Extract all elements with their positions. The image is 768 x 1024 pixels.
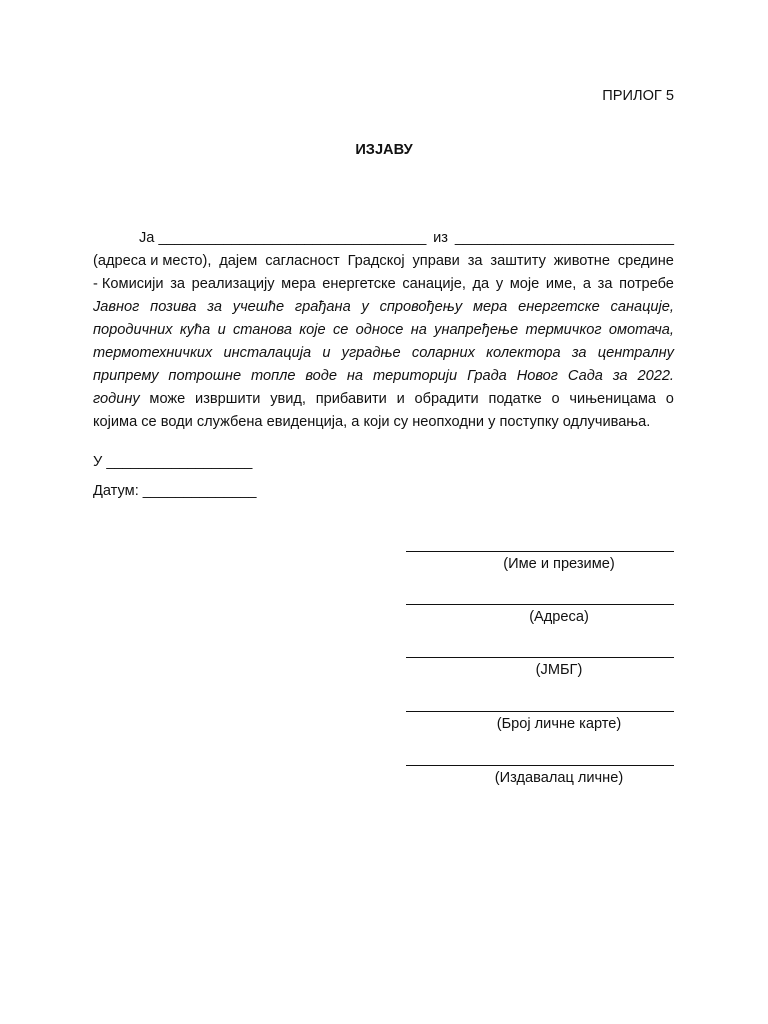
word: извршити (195, 391, 261, 407)
word: обрадити (414, 391, 479, 407)
word: соларних (411, 345, 475, 361)
signature-line[interactable] (406, 550, 674, 552)
word: на (346, 368, 364, 384)
word: централну (597, 345, 674, 361)
word: инсталација (223, 345, 312, 361)
word: 2022. (637, 368, 674, 384)
word: заштиту (490, 253, 546, 269)
word: и (322, 345, 331, 361)
statement-line-justified (93, 365, 674, 388)
place-field[interactable]: У __________________ (93, 454, 253, 470)
word: енергетске (322, 276, 396, 292)
word: Сада (567, 368, 603, 384)
word: грађана (294, 299, 351, 315)
word: се (332, 322, 349, 338)
signature-address (406, 603, 676, 625)
signature-label: (Издавалац личне) (494, 770, 624, 786)
signature-jmbg (406, 656, 676, 678)
word: Јавног (93, 299, 140, 315)
statement-line (93, 273, 674, 296)
name-blank[interactable]: Ја _________________________________ (139, 230, 427, 246)
word: управи (412, 253, 460, 269)
word: из (433, 230, 448, 246)
word: спровођењу (379, 299, 463, 315)
word: за (207, 299, 222, 315)
document-title: ИЗЈАВУ (355, 142, 413, 158)
word: Новог (516, 368, 558, 384)
attachment-number: ПРИЛОГ 5 (602, 88, 674, 104)
signature-name (406, 550, 676, 572)
word: мера (281, 276, 316, 292)
statement-line-justified (93, 296, 674, 319)
signature-id-card (406, 710, 676, 732)
word: уградње (341, 345, 401, 361)
date-field[interactable]: Датум: ______________ (93, 483, 257, 499)
word: да (472, 276, 490, 292)
word: топле (250, 368, 296, 384)
word: у (495, 276, 504, 292)
word: за (612, 368, 628, 384)
word: реализацију (191, 276, 275, 292)
word: (адреса и место), (93, 253, 212, 269)
signature-issuer (406, 764, 676, 786)
statement-line-mixed (93, 388, 674, 411)
word: на (410, 322, 427, 338)
statement-line-last: којима се води службена евиденција, а који су неопходни у поступку одлучивања. (93, 414, 651, 430)
word: и (217, 322, 226, 338)
word: сагласност (265, 253, 340, 269)
word: воде (305, 368, 337, 384)
statement-line-justified (93, 319, 674, 342)
word: односе (355, 322, 404, 338)
word: санације, (402, 276, 466, 292)
signature-label: (Име и презиме) (503, 556, 615, 572)
word: за (571, 345, 587, 361)
address-blank[interactable]: ___________________________ (454, 230, 674, 246)
word: које (299, 322, 326, 338)
word: чињеницама (569, 391, 656, 407)
word: дајем (219, 253, 258, 269)
word: о (551, 391, 560, 407)
word: унапређење (434, 322, 519, 338)
signature-line[interactable] (406, 764, 674, 766)
signature-label: (Број личне карте) (496, 716, 622, 732)
word: средине (617, 253, 674, 269)
word: мера (472, 299, 508, 315)
word: може (149, 391, 186, 407)
word: потребе (619, 276, 674, 292)
word: моје (509, 276, 540, 292)
word: омотача, (608, 322, 674, 338)
word: а (582, 276, 592, 292)
word: кућа (179, 322, 211, 338)
word: животне (553, 253, 610, 269)
statement-line-justified (93, 342, 674, 365)
signature-line[interactable] (406, 710, 674, 712)
word: у (361, 299, 369, 315)
signature-label: (ЈМБГ) (535, 662, 583, 678)
word: припрему (93, 368, 159, 384)
word: станова (233, 322, 292, 338)
word: за (467, 253, 483, 269)
word: прибавити (315, 391, 387, 407)
signature-line[interactable] (406, 603, 674, 605)
statement-line (93, 250, 674, 273)
word: Градској (347, 253, 405, 269)
statement-paragraph (93, 227, 674, 434)
word: и (396, 391, 405, 407)
word: за (170, 276, 186, 292)
word: за (597, 276, 613, 292)
word: име, (545, 276, 577, 292)
word: термичког (525, 322, 602, 338)
word: колектора (486, 345, 561, 361)
word: увид, (270, 391, 306, 407)
word: термотехничких (93, 345, 213, 361)
word: податке (488, 391, 542, 407)
word: учешће (232, 299, 285, 315)
word: породичних (93, 322, 173, 338)
word: територији (372, 368, 458, 384)
statement-line (93, 227, 674, 250)
word: потрошне (168, 368, 242, 384)
signature-line[interactable] (406, 656, 674, 658)
signature-label: (Адреса) (529, 609, 589, 625)
italic-word: годину (93, 391, 140, 407)
word: енергетске (518, 299, 600, 315)
word: Града (467, 368, 507, 384)
word: о (665, 391, 674, 407)
word: позива (150, 299, 197, 315)
word: - Комисији (93, 276, 164, 292)
word: санације, (610, 299, 674, 315)
